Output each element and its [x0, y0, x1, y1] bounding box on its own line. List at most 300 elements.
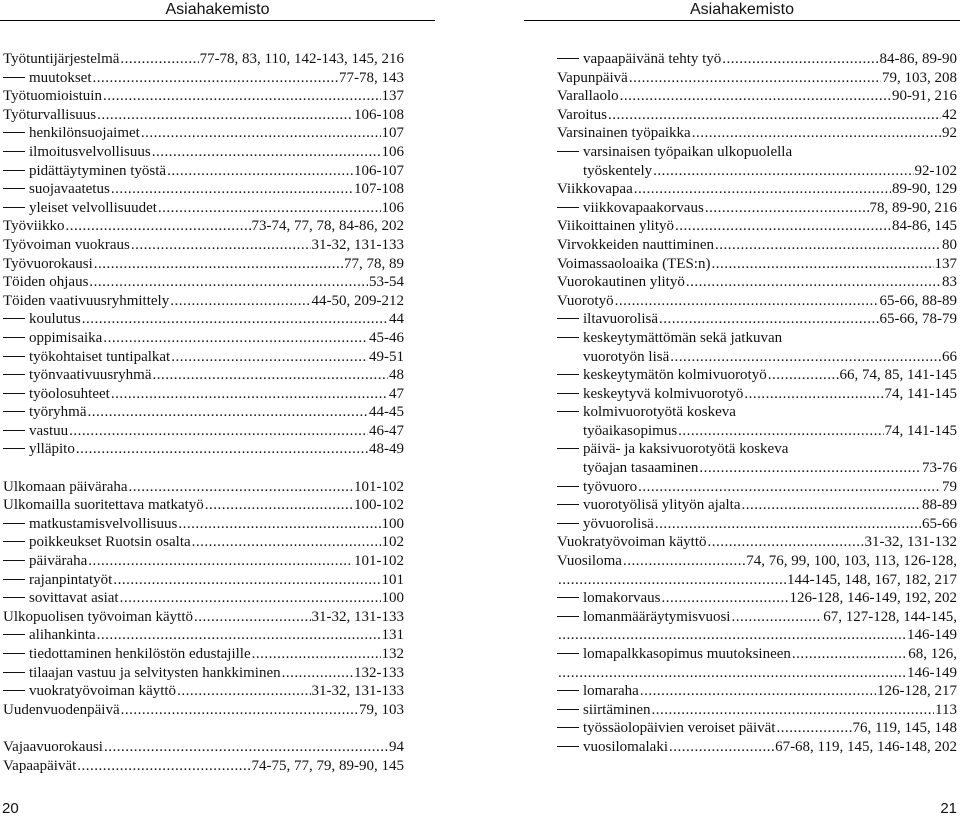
index-entry [557, 366, 957, 385]
index-entry [557, 180, 957, 199]
page-references: 89-90, 129 [892, 181, 957, 198]
leader-dots [744, 385, 883, 404]
index-entry [3, 273, 404, 292]
page-references: 144-145, 148, 167, 182, 217 [787, 571, 957, 588]
index-entry [557, 87, 957, 106]
page-references: 146-149 [907, 664, 957, 681]
index-term: viikkovapaakorvaus [583, 199, 704, 216]
index-entry [557, 589, 957, 608]
index-entry [3, 143, 404, 162]
leader-dots [76, 440, 368, 459]
index-entry [3, 50, 404, 69]
leader-dots [692, 124, 941, 143]
index-entry [557, 682, 957, 701]
index-entry [557, 69, 957, 88]
index-column [3, 50, 404, 775]
index-entry [557, 626, 957, 645]
page-references: 42 [942, 106, 957, 123]
index-entry [3, 87, 404, 106]
subentry-dash [557, 337, 579, 338]
page-references: 74, 141-145 [884, 385, 957, 402]
index-term: Ulkomaan päiväraha [3, 478, 128, 495]
index-entry [3, 124, 404, 143]
page-references: 65-66, 78-79 [879, 311, 957, 328]
page-references: 66 [942, 348, 957, 365]
index-term: Työturvallisuus [3, 106, 97, 123]
leader-dots [715, 236, 941, 255]
index-entry [557, 143, 957, 162]
leader-dots [171, 348, 368, 367]
page-header: Asiahakemisto [0, 0, 435, 21]
subentry-dash [557, 486, 579, 487]
index-entry [3, 162, 404, 181]
page-references: 73-74, 77, 78, 84-86, 202 [251, 218, 404, 235]
leader-dots [640, 682, 876, 701]
subentry-dash [3, 430, 25, 431]
index-entry [3, 440, 404, 459]
index-entry [3, 199, 404, 218]
leader-dots [629, 69, 881, 88]
index-entry [3, 180, 404, 199]
page-references: 67-68, 119, 145, 146-148, 202 [775, 738, 957, 755]
leader-dots [282, 664, 353, 683]
page-header: Asiahakemisto [524, 0, 960, 21]
index-entry [3, 310, 404, 329]
page-references: 90-91, 216 [892, 88, 957, 105]
leader-dots [792, 645, 907, 664]
page-number: 20 [2, 800, 19, 817]
leader-dots [699, 459, 921, 478]
index-term: yövuorolisä [583, 515, 654, 532]
leader-dots [192, 533, 381, 552]
index-term: kolmivuorotyötä koskeva [583, 404, 736, 421]
leader-dots [731, 608, 822, 627]
subentry-dash [557, 374, 579, 375]
index-entry [557, 255, 957, 274]
index-entry [3, 106, 404, 125]
leader-dots [120, 589, 381, 608]
subentry-dash [557, 709, 579, 710]
page-references: 106-108 [354, 106, 404, 123]
index-term: työvuoro [583, 478, 638, 495]
leader-dots [152, 366, 388, 385]
index-term: suojavaatetus [29, 181, 110, 198]
leader-dots [97, 106, 353, 125]
index-term: Työtuomioistuin [3, 88, 102, 105]
index-entry [557, 236, 957, 255]
index-term: keskeytyvä kolmivuorotyö [583, 385, 744, 402]
index-term: tiedottaminen henkilöstön edustajille [29, 646, 251, 662]
index-entry [3, 496, 404, 515]
subentry-dash [3, 170, 25, 171]
index-term: Ulkopuolisen työvoiman käyttö [3, 608, 193, 625]
leader-dots [638, 478, 941, 497]
page-references: 88-89 [922, 497, 957, 514]
leader-dots [89, 273, 368, 292]
page-references: 44-50, 209-212 [311, 292, 404, 309]
index-term: työnvaativuusryhmä [29, 367, 152, 384]
index-term: muutokset [29, 69, 92, 86]
leader-dots [82, 310, 388, 329]
leader-dots [141, 124, 381, 143]
subentry-dash [557, 151, 579, 152]
index-term: työolosuhteet [29, 385, 110, 402]
page-references: 137 [381, 88, 404, 105]
leader-dots [170, 292, 310, 311]
index-term: työryhmä [29, 404, 87, 421]
index-entry [3, 682, 404, 701]
leader-dots [88, 403, 369, 422]
subentry-dash [557, 727, 579, 728]
index-entry [557, 738, 957, 757]
subentry-dash [557, 393, 579, 394]
index-term: Töiden ohjaus [3, 274, 89, 291]
leader-dots [615, 292, 879, 311]
subentry-dash [3, 356, 25, 357]
index-term: ylläpito [29, 441, 75, 458]
index-entry [557, 645, 957, 664]
index-term: Voimassaoloaika (TES:n) [557, 255, 711, 272]
page-references: 31-32, 131-133 [311, 683, 404, 700]
index-entry [557, 106, 957, 125]
index-entry [557, 50, 957, 69]
page-references: 146-149 [907, 627, 957, 644]
page-references: 74-75, 77, 79, 89-90, 145 [251, 757, 404, 774]
page-references: 101-102 [354, 553, 404, 570]
page-references: 100 [381, 515, 404, 532]
leader-dots [634, 180, 891, 199]
index-term: Varsinainen työpaikka [557, 125, 691, 142]
leader-dots [129, 478, 353, 497]
leader-dots [104, 738, 388, 757]
page-references: 126-128, 146-149, 192, 202 [789, 590, 957, 607]
index-entry [3, 571, 404, 590]
index-entry [557, 701, 957, 720]
leader-dots [167, 162, 353, 181]
index-term: iltavuorolisä [583, 311, 658, 328]
page-references: 131 [381, 627, 404, 644]
index-entry [3, 515, 404, 534]
page-references: 92 [942, 125, 957, 142]
index-term: Vuokratyövoiman käyttö [557, 534, 707, 551]
index-term: vuorotyön lisä [583, 348, 670, 365]
page-references: 74, 141-145 [884, 422, 957, 439]
subentry-dash [3, 151, 25, 152]
index-term: tilaajan vastuu ja selvitysten hankkiminen [29, 664, 281, 681]
leader-dots [113, 571, 380, 590]
leader-dots [711, 255, 933, 274]
index-term: vuorotyölisä ylityön ajalta [583, 497, 741, 514]
index-entry [3, 645, 404, 664]
leader-dots [686, 273, 941, 292]
index-term: oppimisaika [29, 329, 103, 346]
index-entry [3, 348, 404, 367]
leader-dots [741, 496, 921, 515]
index-term: lomanmääräytymisvuosi [583, 608, 731, 625]
page-references: 84-86, 145 [892, 218, 957, 235]
leader-dots [103, 329, 368, 348]
index-entry [557, 348, 957, 367]
page-references: 77, 78, 89 [344, 255, 404, 272]
subentry-dash [3, 411, 25, 412]
leader-dots [670, 348, 941, 367]
page-references: 113 [935, 701, 957, 718]
index-entry [557, 533, 957, 552]
index-term: Töiden vaativuusryhmittely [3, 292, 170, 309]
leader-dots [88, 552, 353, 571]
page-references: 101-102 [354, 478, 404, 495]
leader-dots [652, 701, 935, 720]
page-references: 132-133 [354, 664, 404, 681]
page-references: 132 [381, 646, 404, 662]
index-entry [557, 403, 957, 422]
index-term: alihankinta [29, 627, 96, 644]
subentry-dash [557, 318, 579, 319]
index-entry [3, 589, 404, 608]
subentry-dash [3, 393, 25, 394]
index-term: Vapaapäivät [3, 757, 77, 774]
index-entry [557, 422, 957, 441]
subentry-dash [557, 746, 579, 747]
index-term: Vajaavuorokausi [3, 738, 103, 755]
right-page [480, 0, 960, 819]
leader-dots [158, 199, 381, 218]
leader-dots [252, 645, 381, 664]
page-references: 84-86, 89-90 [879, 51, 957, 67]
page-references: 100 [381, 590, 404, 607]
leader-dots [93, 69, 339, 88]
leader-dots [653, 162, 913, 181]
page-references: 31-32, 131-133 [311, 236, 404, 253]
index-term: Uudenvuodenpäivä [3, 701, 120, 718]
index-entry [557, 310, 957, 329]
page-references: 101 [381, 571, 404, 588]
page-references: 48-49 [369, 441, 404, 458]
index-term: Vuosiloma [557, 553, 622, 570]
page-references: 76, 119, 145, 148 [852, 720, 957, 737]
index-entry [3, 403, 404, 422]
subentry-dash [3, 597, 25, 598]
index-term: Työvuorokausi [3, 255, 93, 272]
index-entry [557, 440, 957, 459]
index-entry [3, 236, 404, 255]
subentry-dash [3, 560, 25, 561]
page-references: 31-32, 131-133 [311, 608, 404, 625]
page-references: 47 [389, 385, 404, 402]
subentry-dash [3, 318, 25, 319]
leader-dots [776, 719, 851, 738]
page-references: 106 [381, 143, 404, 160]
index-term: Varoitus [557, 106, 607, 123]
index-term: työkohtaiset tuntipalkat [29, 348, 171, 365]
index-term: lomapalkkasopimus muutoksineen [583, 646, 791, 662]
page-references: 65-66 [922, 515, 957, 532]
subentry-dash [557, 504, 579, 505]
index-entry [3, 664, 404, 683]
leader-dots [659, 310, 879, 329]
index-entry [3, 478, 404, 497]
index-term: sovittavat asiat [29, 590, 119, 607]
page-references: 102 [381, 534, 404, 551]
index-term: Varallaolo [557, 88, 619, 105]
index-term: päivä- ja kaksivuorotyötä koskeva [583, 441, 789, 458]
index-term: Työviikko [3, 218, 65, 235]
subentry-dash [3, 188, 25, 189]
leader-dots [177, 682, 310, 701]
subentry-dash [557, 653, 579, 654]
index-term: vuosilomalaki [583, 738, 668, 755]
leader-dots [722, 50, 878, 69]
index-term: työssäolopäivien veroiset päivät [583, 720, 776, 737]
leader-dots [620, 87, 891, 106]
index-term: varsinaisen työpaikan ulkopuolella [583, 143, 793, 160]
leader-dots [77, 757, 250, 776]
index-entry [3, 608, 404, 627]
index-term: lomakorvaus [583, 590, 661, 607]
index-entry [557, 124, 957, 143]
page-references: 77-78, 83, 110, 142-143, 145, 216 [199, 51, 404, 67]
leader-dots [120, 50, 198, 69]
page-references: 78, 89-90, 216 [869, 199, 957, 216]
subentry-dash [3, 672, 25, 673]
leader-dots [69, 422, 368, 441]
index-entry [557, 199, 957, 218]
index-entry [3, 533, 404, 552]
index-entry [3, 366, 404, 385]
leader-dots [661, 589, 788, 608]
leader-dots [608, 106, 941, 125]
page-references: 126-128, 217 [877, 683, 957, 700]
subentry-dash [3, 77, 25, 78]
index-entry [3, 385, 404, 404]
leader-dots [558, 626, 906, 645]
subentry-dash [3, 374, 25, 375]
leader-dots [111, 180, 353, 199]
page-references: 83 [942, 274, 957, 291]
index-term: työskentely [583, 162, 653, 179]
leader-dots [131, 236, 311, 255]
index-term: Ulkomailla suoritettava matkatyö [3, 497, 204, 514]
page-references: 66, 74, 85, 141-145 [839, 367, 957, 384]
index-entry [557, 292, 957, 311]
index-entry [3, 292, 404, 311]
index-term: lomaraha [583, 683, 639, 700]
index-entry [557, 552, 957, 571]
leader-dots [94, 255, 343, 274]
subentry-dash [3, 653, 25, 654]
index-entry [3, 552, 404, 571]
subentry-dash [557, 690, 579, 691]
leader-dots [121, 701, 358, 720]
subentry-dash [557, 523, 579, 524]
index-entry [557, 162, 957, 181]
index-term: Vapunpäivä [557, 69, 628, 86]
index-term: keskeytymätön kolmivuorotyö [583, 367, 767, 384]
page-references: 100-102 [354, 497, 404, 514]
index-term: matkustamisvelvollisuus [29, 515, 178, 532]
subentry-dash [3, 541, 25, 542]
subentry-dash [3, 448, 25, 449]
index-term: työajan tasaaminen [583, 460, 699, 477]
subentry-dash [557, 597, 579, 598]
page-number: 21 [940, 800, 957, 817]
leader-dots [768, 366, 839, 385]
subentry-dash [3, 579, 25, 580]
index-term: koulutus [29, 311, 81, 328]
subentry-dash [3, 132, 25, 133]
leader-dots [103, 87, 381, 106]
index-entry [557, 217, 957, 236]
index-entry [557, 719, 957, 738]
index-term: yleiset velvollisuudet [29, 199, 157, 216]
leader-dots [178, 515, 380, 534]
index-entry [557, 515, 957, 534]
page-references: 79 [942, 478, 957, 495]
index-entry [557, 496, 957, 515]
leader-dots [708, 533, 864, 552]
leader-dots [655, 515, 921, 534]
index-entry [3, 422, 404, 441]
index-entry [3, 626, 404, 645]
index-entry [557, 329, 957, 348]
leader-dots [111, 385, 388, 404]
leader-dots [705, 199, 869, 218]
index-entry [3, 757, 404, 776]
page-references: 31-32, 131-132 [864, 534, 957, 551]
leader-dots [623, 552, 745, 571]
index-entry [557, 608, 957, 627]
subentry-dash [3, 523, 25, 524]
leader-dots [97, 626, 381, 645]
page-references: 73-76 [922, 460, 957, 477]
index-entry [3, 69, 404, 88]
index-entry [557, 571, 957, 590]
leader-dots [205, 496, 353, 515]
leader-dots [65, 217, 250, 236]
page-references: 46-47 [369, 422, 404, 439]
index-entry [3, 217, 404, 236]
page-references: 79, 103 [359, 701, 404, 718]
index-term: Vuorokautinen ylityö [557, 274, 685, 291]
page-references: 77-78, 143 [339, 69, 404, 86]
leader-dots [194, 608, 311, 627]
page-references: 79, 103, 208 [882, 69, 957, 86]
page-references: 65-66, 88-89 [879, 292, 957, 309]
index-gap [3, 719, 404, 738]
index-term: Viikkovapaa [557, 181, 633, 198]
index-term: Työvoiman vuokraus [3, 236, 130, 253]
page-references: 44 [389, 311, 404, 328]
subentry-dash [557, 448, 579, 449]
index-term: keskeytymättömän sekä jatkuvan [583, 329, 783, 346]
index-term: vastuu [29, 422, 69, 439]
index-entry [3, 738, 404, 757]
page-references: 48 [389, 367, 404, 384]
index-entry [557, 273, 957, 292]
leader-dots [678, 422, 883, 441]
index-entry [3, 255, 404, 274]
index-term: Työtuntijärjestelmä [3, 51, 120, 67]
index-entry [557, 664, 957, 683]
index-gap [3, 459, 404, 478]
index-entry [3, 701, 404, 720]
page-references: 137 [934, 255, 957, 272]
page-references: 94 [389, 738, 404, 755]
index-term: vuokratyövoiman käyttö [29, 683, 177, 700]
page-references: 68, 126, [908, 646, 957, 662]
leader-dots [558, 571, 786, 590]
index-entry [3, 329, 404, 348]
